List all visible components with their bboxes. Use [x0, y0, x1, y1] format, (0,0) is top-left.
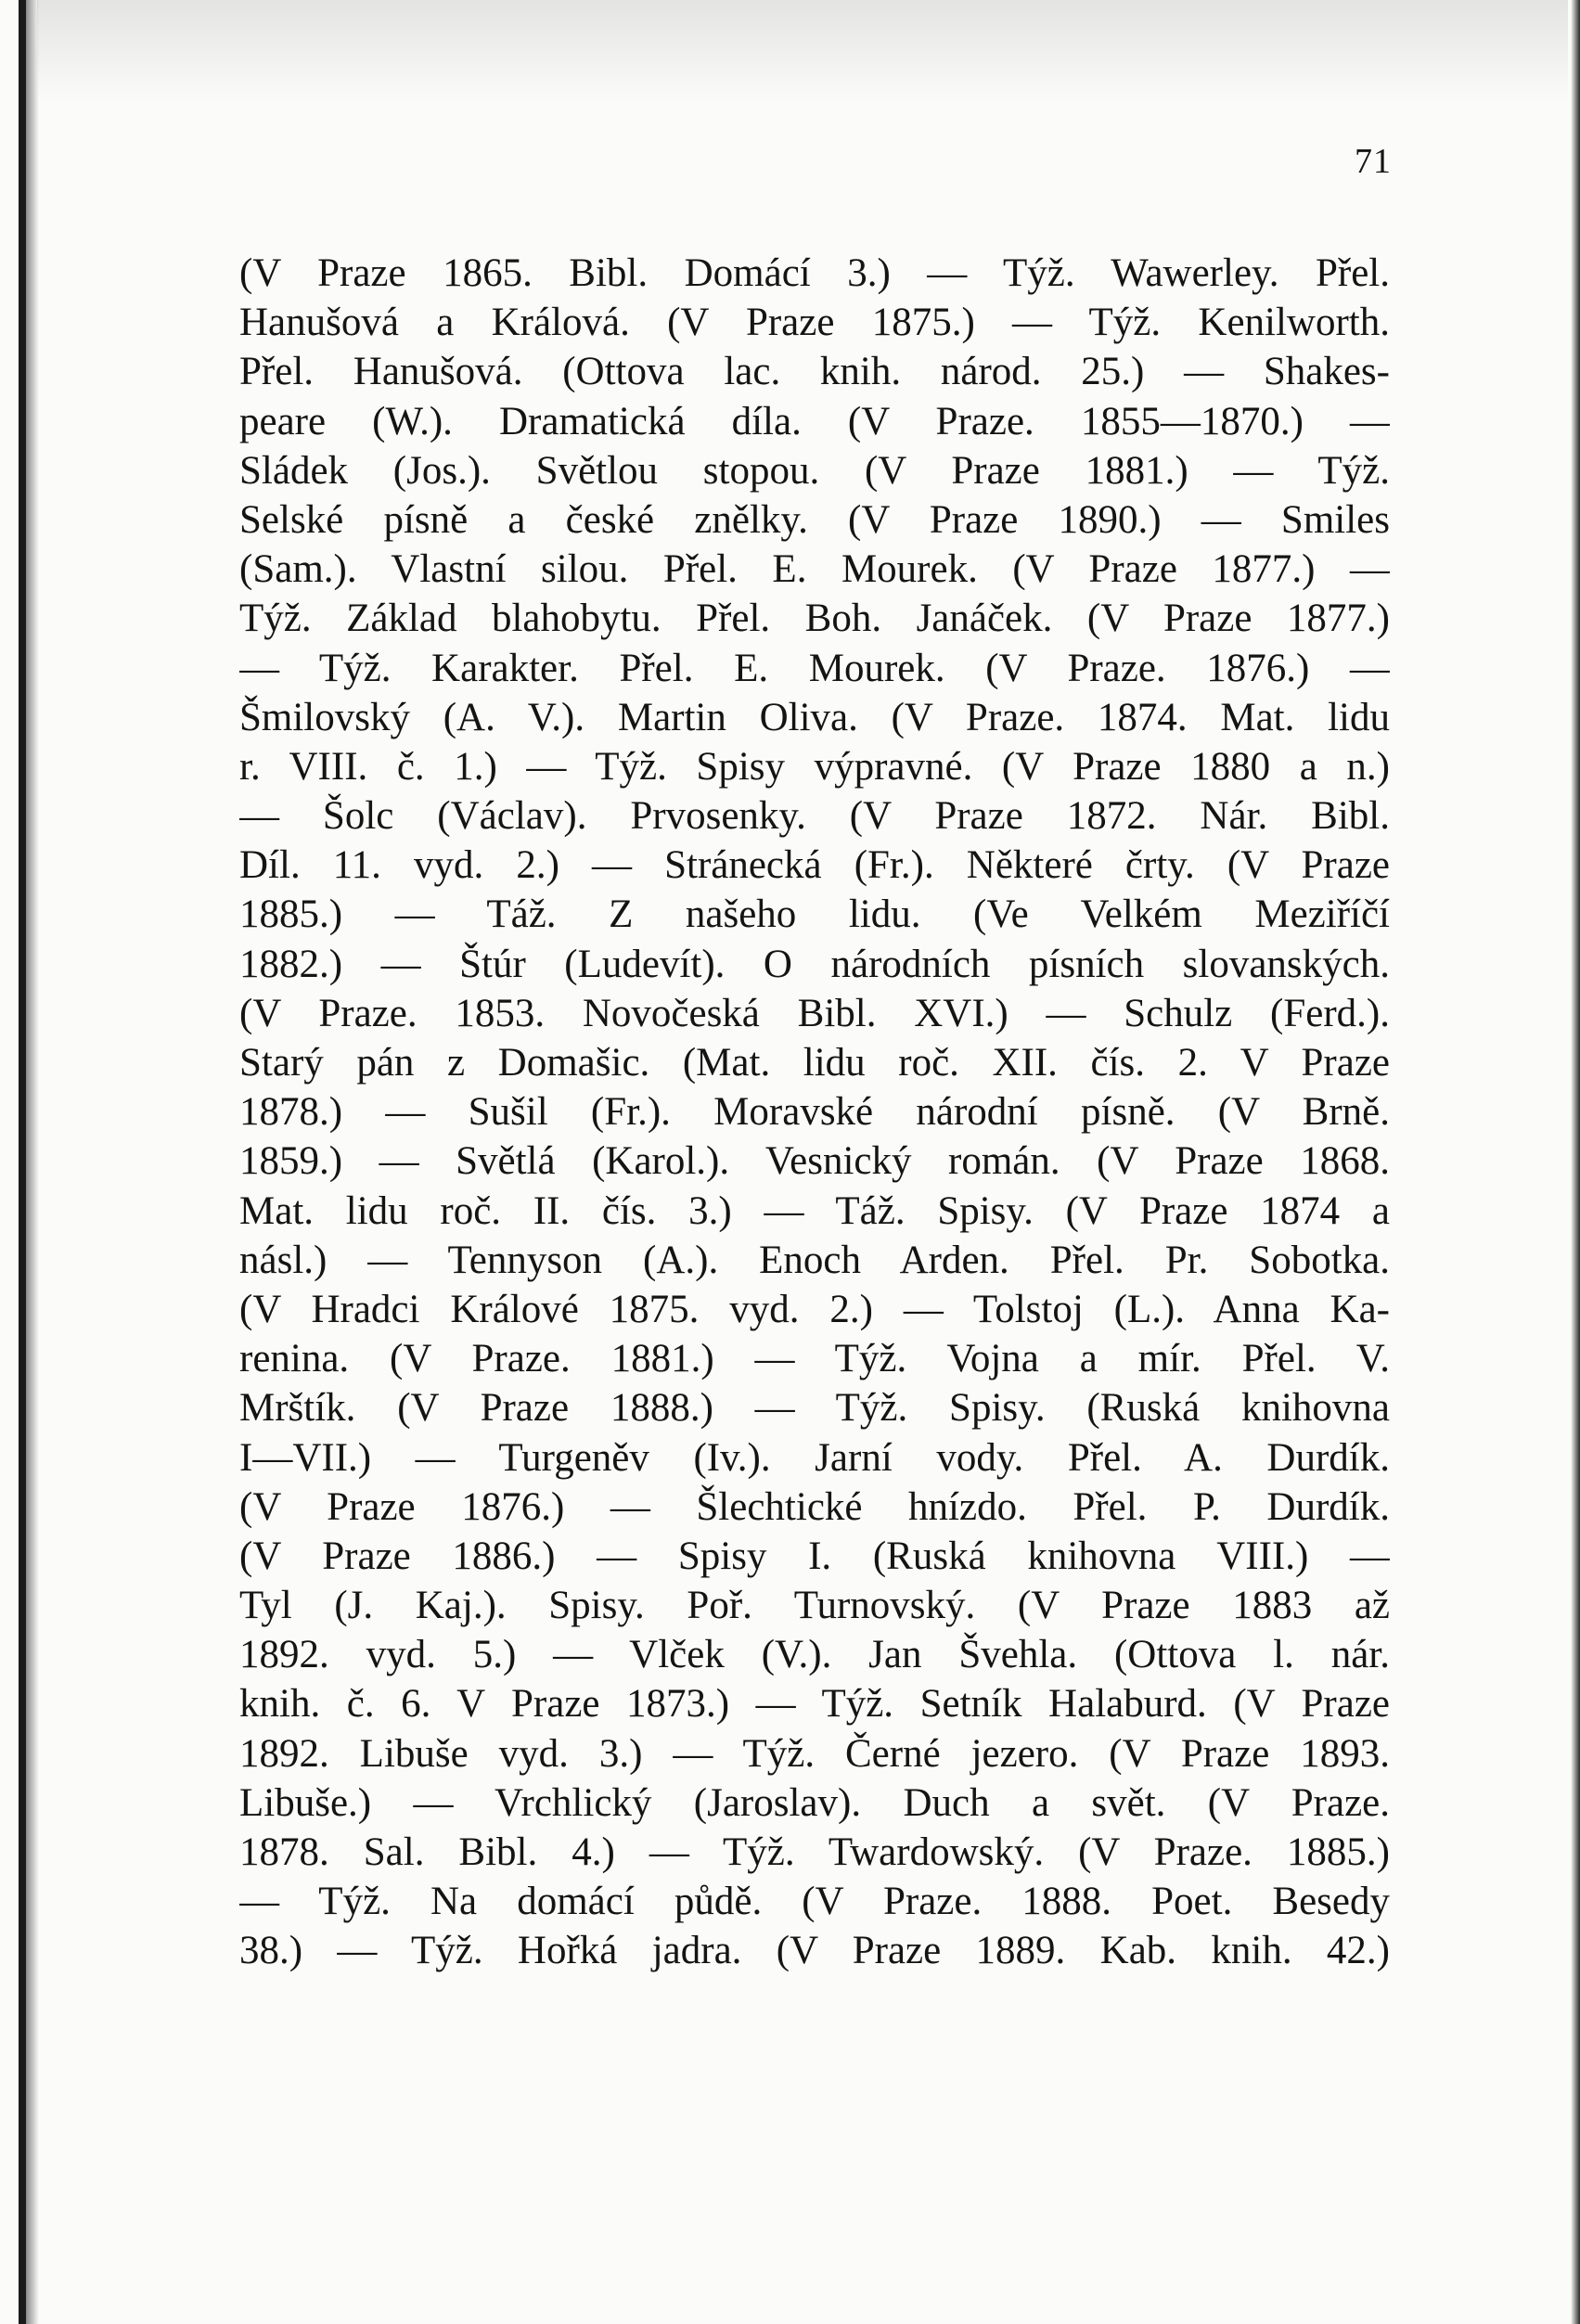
text-line: Přel. Hanušová. (Ottova lac. knih. národ. 25.) — Shakes- [239, 350, 1390, 394]
text-line: Starý pán z Domašic. (Mat. lidu roč. XII. čís. 2. V Praze [239, 1041, 1390, 1085]
page-number: 71 [1355, 142, 1392, 181]
text-line: Díl. 11. vyd. 2.) — Stránecká (Fr.). Některé črty. (V Praze [239, 843, 1390, 888]
text-line: Mrštík. (V Praze 1888.) — Týž. Spisy. (Ruská knihovna [239, 1386, 1390, 1431]
text-line: I—VII.) — Turgeněv (Iv.). Jarní vody. Přel. A. Durdík. [239, 1435, 1390, 1480]
text-line: 38.) — Týž. Hořká jadra. (V Praze 1889. Kab. knih. 42.) [239, 1929, 1390, 1973]
text-line: Libuše.) — Vrchlický (Jaroslav). Duch a svět. (V Praze. [239, 1780, 1390, 1825]
text-line: Šmilovský (A. V.). Martin Oliva. (V Praze. 1874. Mat. lidu [239, 695, 1390, 739]
text-line: (Sam.). Vlastní silou. Přel. E. Mourek. (V Praze 1877.) — [239, 547, 1390, 592]
text-line: Tyl (J. Kaj.). Spisy. Poř. Turnovský. (V Praze 1883 až [239, 1584, 1390, 1628]
binding-shadow [26, 0, 39, 2324]
scan-top-shading [37, 0, 1568, 102]
text-line: (V Hradci Králové 1875. vyd. 2.) — Tolstoj (L.). Anna Ka- [239, 1287, 1390, 1331]
text-line: Selské písně a české znělky. (V Praze 1890.) — Smiles [239, 497, 1390, 542]
bibliography-text [239, 249, 1390, 1976]
text-line: 1859.) — Světlá (Karol.). Vesnický román. (V Praze 1868. [239, 1139, 1390, 1184]
text-line: — Týž. Karakter. Přel. E. Mourek. (V Praze. 1876.) — [239, 646, 1390, 690]
text-line: — Týž. Na domácí půdě. (V Praze. 1888. Poet. Besedy [239, 1880, 1390, 1924]
text-line: 1892. Libuše vyd. 3.) — Týž. Černé jezero. (V Praze 1893. [239, 1731, 1390, 1776]
page-binding-edge [19, 0, 26, 2324]
text-line: (V Praze. 1853. Novočeská Bibl. XVI.) — Schulz (Ferd.). [239, 991, 1390, 1035]
text-line: r. VIII. č. 1.) — Týž. Spisy výpravné. (V Praze 1880 a n.) [239, 744, 1390, 789]
text-line: (V Praze 1876.) — Šlechtické hnízdo. Přel. P. Durdík. [239, 1484, 1390, 1529]
text-line: (V Praze 1865. Bibl. Domácí 3.) — Týž. Wawerley. Přel. [239, 251, 1390, 295]
text-line: 1878. Sal. Bibl. 4.) — Týž. Twardowský. (V Praze. 1885.) [239, 1830, 1390, 1874]
text-line: — Šolc (Václav). Prvosenky. (V Praze 1872. Nár. Bibl. [239, 794, 1390, 839]
text-line: (V Praze 1886.) — Spisy I. (Ruská knihovna VIII.) — [239, 1534, 1390, 1578]
text-line: peare (W.). Dramatická díla. (V Praze. 1855—1870.) — [239, 399, 1390, 443]
text-line: násl.) — Tennyson (A.). Enoch Arden. Přel. Pr. Sobotka. [239, 1238, 1390, 1282]
text-line: 1885.) — Táž. Z našeho lidu. (Ve Velkém Meziříčí [239, 892, 1390, 937]
page-right-edge [1571, 0, 1580, 2324]
text-line: 1878.) — Sušil (Fr.). Moravské národní písně. (V Brně. [239, 1090, 1390, 1135]
text-line: Týž. Základ blahobytu. Přel. Boh. Janáček. (V Praze 1877.) [239, 597, 1390, 641]
text-line: Sládek (Jos.). Světlou stopou. (V Praze 1881.) — Týž. [239, 448, 1390, 493]
text-line: 1882.) — Štúr (Ludevít). O národních písních slovanských. [239, 942, 1390, 986]
text-line: Mat. lidu roč. II. čís. 3.) — Táž. Spisy. (V Praze 1874 a [239, 1188, 1390, 1233]
text-line: 1892. vyd. 5.) — Vlček (V.). Jan Švehla. (Ottova l. nár. [239, 1633, 1390, 1677]
text-line: renina. (V Praze. 1881.) — Týž. Vojna a mír. Přel. V. [239, 1337, 1390, 1381]
text-line: knih. č. 6. V Praze 1873.) — Týž. Setník Halaburd. (V Praze [239, 1682, 1390, 1727]
text-line: Hanušová a Králová. (V Praze 1875.) — Týž. Kenilworth. [239, 301, 1390, 345]
